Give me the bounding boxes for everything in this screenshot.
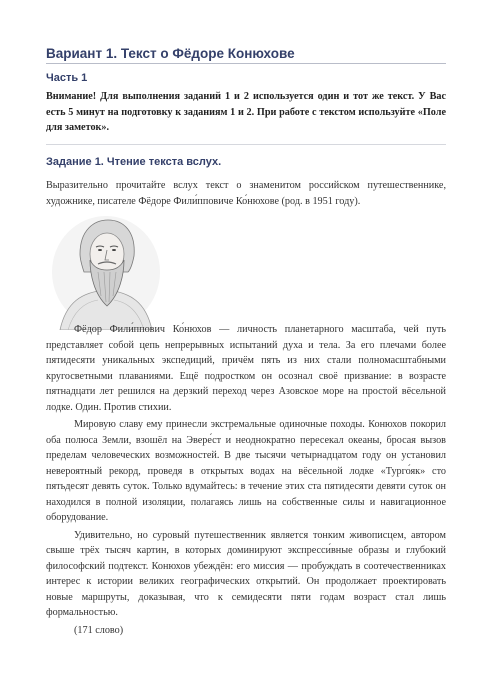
portrait-engraving [46, 210, 164, 330]
paragraph-2: Мировую славу ему принесли экстремальные одиночные походы. Конюхов покорил оба полюса Земли, взошёл на Эвере́ст и неоднократно пересекал океаны, бросая вызов пределам человеческих возможностей. В две тысячи четырнадцатом году он установил невероятный рекорд, проведя в открытых водах на вёсельной лодке «Турго́як» сто пятьдесят девять суток. Только вдумайтесь: в течение этих ста пятидесяти девяти суток он находился в полной изоляции, полагаясь лишь на собственные силы и навигационное оборудование. [46, 419, 446, 523]
attention-notice: Внимание! Для выполнения заданий 1 и 2 используется один и тот же текст. У Вас есть 5 минут на подготовку к заданиям 1 и 2. При работе с текстом используйте «Поле для заметок». [46, 91, 446, 133]
word-count: (171 слово) [74, 624, 124, 636]
paragraph-3: Удивительно, но суровый путешественник является тонким живописцем, автором свыше трёх тысяч картин, в которых доминируют экспресси́вные образы и глубокий философский подтекст. Конюхов убеждён: его миссия — пробуждать в соотечественниках интерес к истории великих географических открытий. Он продолжает проектировать новые маршруты, доказывая, что к семидесяти пяти годам возраст стал лишь формальностью. [46, 529, 446, 618]
task-heading: Задание 1. Чтение текста вслух. [46, 156, 222, 168]
section-divider [46, 144, 446, 145]
variant-title: Вариант 1. Текст о Фёдоре Конюхове [46, 46, 446, 64]
paragraph-1: Фёдор Фили́ппович Ко́нюхов — личность планетарного масштаба, чей путь представляет собой цепь непрерывных испытаний духа и тела. За его плечами более пятидесяти уникальных экспедиций, причём пять из них стали полномасштабными кругосветными плаваниями. Ещё подростком он осознал своё призвание: в возрасте пятнадцати лет решился на дерзкий переход через Азовское море на простой вёсельной лодке. Один. Против стихии. [46, 324, 446, 413]
part-heading: Часть 1 [46, 72, 88, 84]
task-intro: Выразительно прочитайте вслух текст о знаменитом российском путешественнике, художнике, писателе Фёдоре Фили́пповиче Ко́нюхове (род. в 1951 году). [46, 180, 446, 207]
main-text [46, 322, 446, 640]
